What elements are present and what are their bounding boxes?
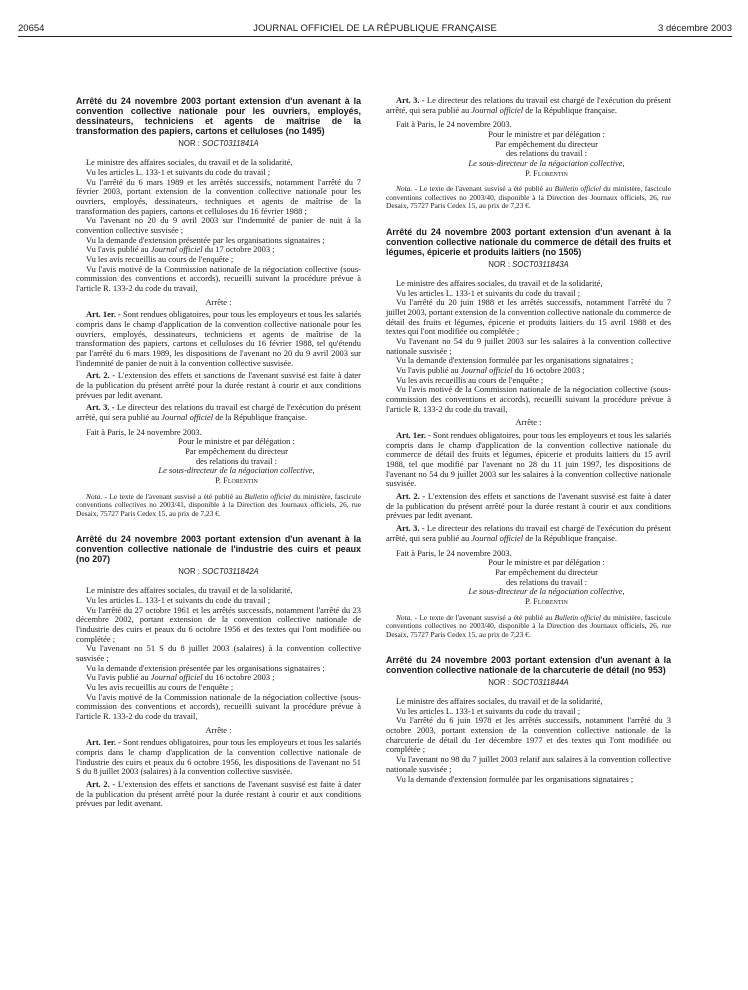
decree-cuirs-peaux	[76, 534, 361, 809]
signatory-title: Le sous-directeur de la négociation collective,	[158, 465, 315, 476]
preamble-line: Vu les avis recueillis au cours de l'enquête ;	[86, 682, 234, 693]
decree-papiers-cartons	[76, 96, 361, 518]
preamble-line: Le ministre des affaires sociales, du travail et de la solidarité,	[86, 585, 293, 596]
decree-cuirs-peaux-continued	[386, 96, 671, 211]
signature-line: des relations du travail :	[505, 576, 588, 587]
signatory-name: P. Florentin	[525, 167, 568, 178]
preamble-line: Le ministre des affaires sociales, du travail et de la solidarité,	[396, 696, 603, 707]
preamble-line: Vu l'avenant no 54 du 9 juillet 2003 sur les salaires à la convention collective nationale susvisée ;	[386, 336, 671, 356]
place-date: Fait à Paris, le 24 novembre 2003.	[396, 547, 512, 558]
place-date: Fait à Paris, le 24 novembre 2003.	[86, 426, 202, 437]
preamble-line: Vu la demande d'extension formulée par les organisations signataires ;	[396, 773, 634, 784]
article-3: Art. 3. - Le directeur des relations du travail est chargé de l'exécution du présent arrêté, qui sera publié au Journal officiel de la République française.	[76, 402, 361, 422]
place-date: Fait à Paris, le 24 novembre 2003.	[396, 119, 512, 130]
preamble-line: Vu la demande d'extension présentée par les organisations signataires ;	[86, 234, 325, 245]
arrete-heading: Arrête :	[205, 724, 232, 735]
preamble-line: Vu l'avis publié au Journal officiel du 16 octobre 2003 ;	[86, 672, 275, 683]
nota-note: Nota. - Le texte de l'avenant susvisé a été publié au Bulletin officiel du ministère, fascicule conventions collectives no 2003/41, disponible à la Direction des Journaux officiels, 26, rue Desaix, 75727 Paris Cedex 15, au prix de 7,23 €.	[76, 491, 361, 518]
preamble-line: Vu l'arrêté du 6 juin 1978 et les arrêtés successifs, notamment l'arrêté du 3 octobre 2003, portant extension de la convention collective nationale de la charcuterie de détail du 1er décembre 1977 et des textes qui l'ont modifiée ou complétée ;	[386, 715, 671, 755]
preamble-line: Vu la demande d'extension présentée par les organisations signataires ;	[86, 662, 325, 673]
decree-title: Arrêté du 24 novembre 2003 portant extension d'un avenant à la convention collective nationale pour les ouvriers, employés, dessinateurs, techniciens et agents de maîtrise de la transformation des papiers, cartons et celluloses (no 1495)	[76, 96, 361, 137]
preamble-line: Vu l'avenant no 20 du 9 avril 2003 sur l'indemnité de panier de nuit à la convention collective susvisée ;	[76, 215, 361, 235]
page-number: 20654	[18, 23, 45, 34]
arrete-heading: Arrête :	[205, 296, 232, 307]
decree-title: Arrêté du 24 novembre 2003 portant extension d'un avenant à la convention collective nationale du commerce de détail des fruits et légumes, épicerie et produits laitiers (no 1505)	[386, 226, 671, 258]
preamble-line: Vu l'avis publié au Journal officiel du 17 octobre 2003 ;	[86, 244, 275, 255]
signature-line: des relations du travail :	[195, 455, 278, 466]
preamble-line: Vu l'avenant no 98 du 7 juillet 2003 relatif aux salaires à la convention collective nationale susvisée ;	[386, 754, 671, 774]
article-2: Art. 2. - L'extension des effets et sanctions de l'avenant susvisé est faite à dater de la publication du présent arrêté pour la durée restant à courir et aux conditions prévues par ledit avenant.	[76, 370, 361, 400]
preamble-line: Vu la demande d'extension formulée par les organisations signataires ;	[396, 355, 634, 366]
signature-line: Pour le ministre et par délégation :	[488, 557, 605, 568]
arrete-heading: Arrête :	[515, 417, 542, 428]
preamble-line: Vu l'avis motivé de la Commission nationale de la négociation collective (sous-commission des conventions et accords), recueilli suivant la procédure prévue à l'article R. 133-2 du code du travail,	[386, 384, 671, 414]
preamble-line: Vu l'arrêté du 6 mars 1989 et les arrêtés successifs, notamment l'arrêté du 7 février 2003, portant extension de la convention collective nationale pour les ouvriers, employés, dessinateurs, techniques et agents de maîtrise de la transformation des papiers, cartons et celluloses du 16 février 1988 ;	[76, 176, 361, 216]
nota-note: Nota. - Le texte de l'avenant susvisé a été publié au Bulletin officiel du ministère, fascicule conventions collectives no 2003/40, disponible à la Direction des Journaux officiels, 26, rue Desaix, 75727 Paris Cedex 15, au prix de 7,23 €.	[386, 184, 671, 211]
nor-reference: NOR : SOCT0311843A	[488, 260, 569, 270]
page-header	[18, 20, 732, 36]
signature-line: des relations du travail :	[505, 148, 588, 159]
article-1: Art. 1er. - Sont rendues obligatoires, pour tous les employeurs et tous les salariés compris dans le champ d'application de la convention collective nationale de l'industrie des cuirs et peaux du 6 octobre 1956, les dispositions de l'avenant no 51 S du 8 juillet 2003 (salaires) à la convention collective susvisée.	[76, 737, 361, 777]
nota-note: Nota. - Le texte de l'avenant susvisé a été publié au Bulletin officiel du ministère, fascicule conventions collectives no 2003/40, disponible à la Direction des Journaux officiels, 26, rue Desaix, 75727 Paris Cedex 15, au prix de 7,23 €.	[386, 612, 671, 639]
preamble-line: Vu les articles L. 133-1 et suivants du code du travail ;	[86, 595, 271, 605]
preamble-line: Vu l'avis publié au Journal officiel du 16 octobre 2003 ;	[396, 365, 585, 376]
header-rule	[18, 36, 732, 37]
article-1: Art. 1er. - Sont rendues obligatoires, pour tous les employeurs et tous les salariés compris dans le champ d'application de la convention collective nationale pour les ouvriers, employés, dessinateurs, techniciens et agents de maîtrise de la transformation des papiers, cartons et celluloses du 16 février 1988, tel qu'étendu par l'arrêté du 6 mars 1989, les dispositions de l'avenant no 20 du 9 avril 2003 sur l'indemnité de panier de nuit à la convention collective susvisée.	[76, 309, 361, 368]
signature-line: Pour le ministre et par délégation :	[178, 436, 295, 447]
signatory-title: Le sous-directeur de la négociation collective,	[468, 586, 625, 597]
preamble-line: Le ministre des affaires sociales, du travail et de la solidarité,	[86, 157, 293, 168]
left-column	[76, 96, 361, 809]
signature-line: Pour le ministre et par délégation :	[488, 129, 605, 140]
preamble-line: Vu l'avis motivé de la Commission nationale de la négociation collective (sous-commission des conventions et accords), recueilli suivant la procédure prévue à l'article R. 133-2 du code du travail,	[76, 691, 361, 722]
preamble-line: Vu les avis recueillis au cours de l'enquête ;	[396, 374, 544, 385]
preamble-line: Vu l'avis motivé de la Commission nationale de la négociation collective (sous-commission des conventions et accords), recueilli suivant la procédure prévue à l'article R. 133-2 du code du travail,	[76, 263, 361, 293]
decree-title: Arrêté du 24 novembre 2003 portant extension d'un avenant à la convention collective nationale de l'industrie des cuirs et peaux (no 207)	[76, 534, 361, 565]
signature-line: Par empêchement du directeur	[185, 445, 288, 456]
decree-fruits-legumes	[386, 227, 671, 639]
signatory-name: P. Florentin	[215, 475, 258, 485]
signature-line: Par empêchement du directeur	[495, 566, 598, 577]
preamble-line: Vu les articles L. 133-1 et suivants du code du travail ;	[396, 705, 581, 716]
journal-title: JOURNAL OFFICIEL DE LA RÉPUBLIQUE FRANÇAISE	[253, 23, 497, 34]
preamble-line: Vu les articles L. 133-1 et suivants du code du travail ;	[396, 287, 581, 298]
preamble-line: Vu l'arrêté du 27 octobre 1961 et les arrêtés successifs, notamment l'arrêté du 23 décembre 2002, portant extension de la convention collective nationale de l'industrie des cuirs et peaux du 6 octobre 1956 et des textes qui l'ont modifiée ou complétée ;	[76, 604, 361, 644]
nor-reference: NOR : SOCT0311842A	[178, 567, 259, 577]
preamble-line: Vu les avis recueillis au cours de l'enquête ;	[86, 253, 234, 264]
right-column	[386, 96, 671, 784]
signatory-title: Le sous-directeur de la négociation collective,	[468, 158, 625, 169]
signature-line: Par empêchement du directeur	[495, 138, 598, 149]
article-3: Art. 3. - Le directeur des relations du travail est chargé de l'exécution du présent arrêté, qui sera publié au Journal officiel de la République française.	[386, 95, 671, 115]
issue-date: 3 décembre 2003	[658, 23, 732, 34]
preamble-line: Vu l'arrêté du 20 juin 1988 et les arrêtés successifs, notamment l'arrêté du 7 juillet 2003, portant extension de la convention collective nationale du commerce de détail des fruits et légumes, épicerie et produits laitiers du 15 avril 1988 et des textes qui l'ont modifiée ou complétée ;	[386, 297, 671, 337]
preamble-line: Vu l'avenant no 51 S du 8 juillet 2003 (salaires) à la convention collective susvisée ;	[76, 643, 361, 664]
article-2: Art. 2. - L'extension des effets et sanctions de l'avenant susvisé est faite à dater de la publication du présent arrêté pour la durée restant à courir et aux conditions prévues par ledit avenant.	[76, 779, 361, 809]
decree-title: Arrêté du 24 novembre 2003 portant extension d'un avenant à la convention collective nationale de la charcuterie de détail (no 953)	[386, 655, 671, 676]
article-3: Art. 3. - Le directeur des relations du travail est chargé de l'exécution du présent arrêté, qui sera publié au Journal officiel de la République française.	[386, 523, 671, 543]
decree-charcuterie	[386, 655, 671, 784]
preamble-line: Vu les articles L. 133-1 et suivants du code du travail ;	[86, 166, 271, 177]
preamble-line: Le ministre des affaires sociales, du travail et de la solidarité,	[396, 278, 603, 289]
nor-reference: NOR : SOCT0311841A	[178, 139, 259, 149]
article-2: Art. 2. - L'extension des effets et sanctions de l'avenant susvisé est faite à dater de la publication du présent arrêté pour la durée restant à courir et aux conditions prévues par ledit avenant.	[386, 491, 671, 521]
article-1: Art. 1er. - Sont rendues obligatoires, pour tous les employeurs et tous les salariés compris dans le champ d'application de la convention collective nationale du commerce de détail des fruits et légumes, épicerie et produits laitiers du 15 avril 1988, tel que modifié par l'avenant no 28 du 11 juin 1997, les dispositions de l'avenant no 54 du 9 juillet 2003 sur les salaires à la convention collective nationale susvisée.	[386, 430, 671, 489]
signatory-name: P. Florentin	[525, 595, 568, 606]
nor-reference: NOR : SOCT0311844A	[488, 678, 569, 688]
